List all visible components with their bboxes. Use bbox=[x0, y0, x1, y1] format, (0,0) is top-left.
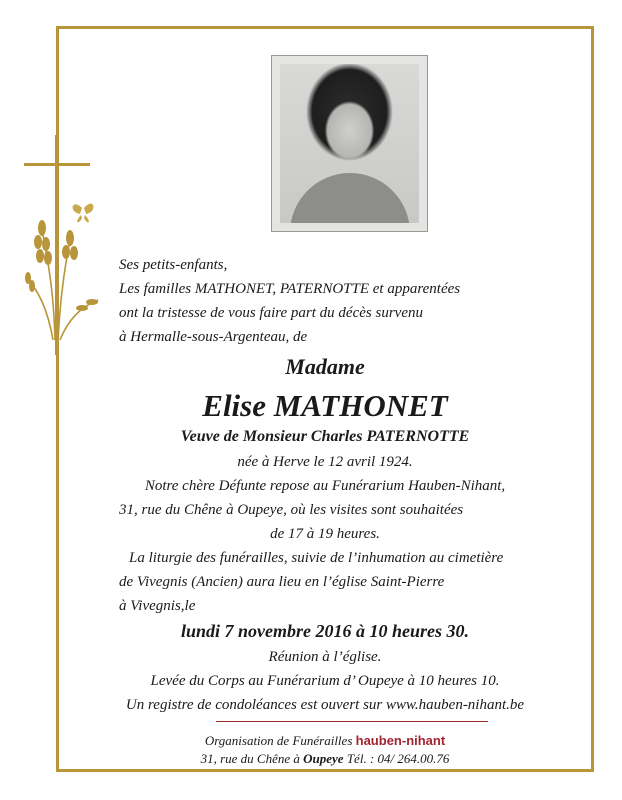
wheat-butterfly-icon bbox=[20, 190, 110, 340]
intro-line-3: ont la tristesse de vous faire part du décès survenu bbox=[119, 305, 423, 321]
widow-line: Veuve de Monsieur Charles PATERNOTTE bbox=[180, 428, 470, 445]
deceased-name: Elise MATHONET bbox=[202, 388, 448, 423]
intro-line-2: Les familles MATHONET, PATERNOTTE et apparentées bbox=[119, 281, 461, 297]
ceremony-line-3: Un registre de condoléances est ouvert sur www.hauben-nihant.be bbox=[125, 697, 525, 713]
footer-org bbox=[60, 733, 590, 749]
details-line-2: 31, rue du Chêne à Oupeye, où les visites sont souhaitées bbox=[119, 502, 464, 518]
portrait-photo bbox=[280, 64, 419, 223]
details-line-4: La liturgie des funérailles, suivie de l’inhumation au cimetière bbox=[129, 550, 504, 566]
ceremony-line-2: Levée du Corps au Funérarium d’ Oupeye à 10 heures 10. bbox=[150, 673, 500, 689]
portrait-frame bbox=[271, 55, 428, 232]
intro-line-4: à Hermalle-sous-Argenteau, de bbox=[119, 329, 308, 345]
details-line-6: à Vivegnis,le bbox=[119, 598, 196, 614]
deceased-title: Madame bbox=[285, 354, 365, 379]
footer-divider bbox=[216, 721, 488, 722]
details-line-5: de Vivegnis (Ancien) aura lieu en l’église Saint-Pierre bbox=[119, 574, 445, 590]
intro-line-1: Ses petits-enfants, bbox=[119, 257, 228, 273]
footer-addr-city: Oupeye bbox=[303, 751, 344, 766]
cross-bar bbox=[24, 163, 90, 166]
footer-address bbox=[60, 751, 590, 767]
footer-addr-prefix: 31, rue du Chêne à bbox=[200, 751, 300, 766]
details-line-3: de 17 à 19 heures. bbox=[270, 526, 380, 542]
ceremony-line-1: Réunion à l’église. bbox=[268, 649, 382, 665]
footer-addr-tel: Tél. : 04/ 264.00.76 bbox=[346, 751, 450, 766]
footer-org-prefix: Organisation de Funérailles bbox=[204, 733, 353, 748]
details-line-1: Notre chère Défunte repose au Funérarium Hauben-Nihant, bbox=[144, 478, 506, 494]
birth-line: née à Herve le 12 avril 1924. bbox=[237, 454, 413, 470]
brand-logo: hauben-nihant bbox=[355, 733, 446, 748]
ceremony-date: lundi 7 novembre 2016 à 10 heures 30. bbox=[180, 621, 470, 641]
